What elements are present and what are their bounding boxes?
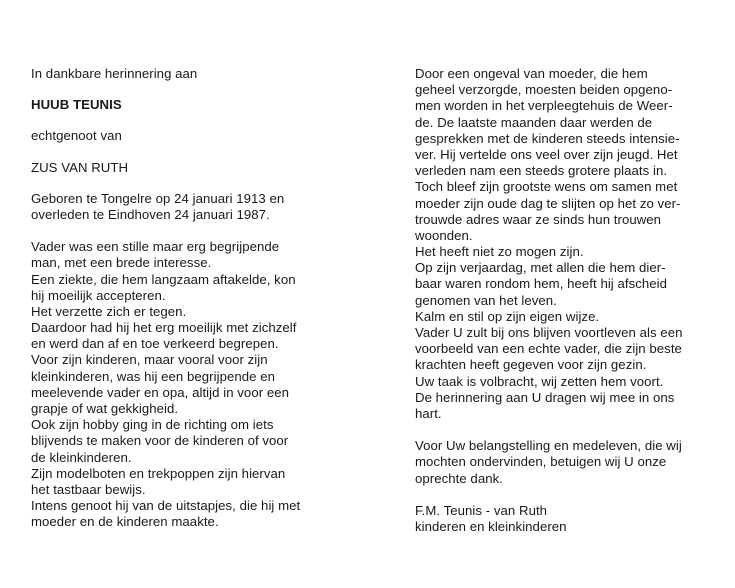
text-line: trouwde adres waar ze sinds hun trouwen: [415, 211, 662, 227]
text-line: gesprekken met de kinderen steeds intensie-: [415, 130, 680, 146]
text-line: De herinnering aan U dragen wij mee in ons: [415, 389, 675, 405]
text-line: moeder en de kinderen maakte.: [31, 514, 219, 530]
text-line: en werd dan af en toe verkeerd begrepen.: [31, 336, 279, 352]
text-line: grapje of wat gekkigheid.: [31, 401, 179, 416]
text-line: Voor zijn kinderen, maar vooral voor zijn: [31, 352, 268, 368]
text-line: kleinkinderen, was hij een begrijpende en: [31, 368, 275, 384]
text-line: Uw taak is volbracht, wij zetten hem voort.: [415, 373, 664, 389]
left-body-text: [31, 239, 355, 530]
text-line: Voor Uw belangstelling en medeleven, die wij: [415, 438, 682, 454]
text-line: Intens genoot hij van de uitstapjes, die hij met: [31, 498, 301, 514]
text-line: mochten ondervinden, betuigen wij U onze: [415, 454, 667, 470]
text-line: Door een ongeval van moeder, die hem: [415, 66, 648, 81]
death-line: overleden te Eindhoven 24 januari 1987.: [31, 206, 270, 222]
text-line: Vader was een stille maar erg begrijpende: [31, 239, 280, 255]
text-line: Op zijn verjaardag, met allen die hem dier-: [415, 260, 666, 276]
text-line: ver. Hij vertelde ons veel over zijn jeugd. Het: [415, 146, 678, 162]
right-column: [415, 66, 706, 535]
text-line: Zijn modelboten en trekpoppen zijn hiervan: [31, 465, 286, 481]
text-line: Daardoor had hij het erg moeilijk met zichzelf: [31, 320, 297, 336]
text-line: krachten heeft gegeven voor zijn gezin.: [415, 357, 647, 373]
text-line: verleden nam een steeds grotere plaats in.: [415, 163, 668, 179]
text-line: woonden.: [415, 227, 473, 243]
spouse-label: echtgenoot van: [31, 128, 122, 144]
thanks-text: [415, 438, 706, 487]
text-line: moeder zijn oude dag te slijten op het zo ver-: [415, 195, 681, 211]
text-line: voorbeeld van een echte vader, die zijn beste: [415, 341, 682, 357]
text-line: de. De laatste maanden daar werden de: [415, 114, 653, 130]
left-column: [31, 66, 355, 531]
text-line: Toch bleef zijn grootste wens om samen met: [415, 179, 678, 195]
text-line: geheel verzorgde, moesten beiden opgeno-: [415, 82, 673, 98]
text-line: hij moeilijk accepteren.: [31, 287, 166, 303]
text-line: Het verzette zich er tegen.: [31, 303, 187, 319]
text-line: Ook zijn hobby ging in de richting om iets: [31, 417, 274, 433]
text-line: Het heeft niet zo mogen zijn.: [415, 244, 584, 260]
spouse-name: ZUS VAN RUTH: [31, 159, 129, 175]
text-line: Kalm en stil op zijn eigen wijze.: [415, 308, 600, 324]
text-line: blijvends te maken voor de kinderen of voor: [31, 433, 289, 449]
life-dates: [31, 191, 355, 223]
text-line: baar waren rondom hem, heeft hij afscheid: [415, 276, 668, 292]
text-line: Vader U zult bij ons blijven voortleven als een: [415, 325, 683, 340]
text-line: oprechte dank.: [415, 470, 503, 486]
text-line: man, met een brede interesse.: [31, 255, 212, 271]
text-line: het tastbaar bewijs.: [31, 481, 146, 497]
signature-family: kinderen en kleinkinderen: [415, 518, 567, 534]
birth-line: Geboren te Tongelre op 24 januari 1913 en: [31, 190, 285, 206]
text-line: men worden in het verpleegtehuis de Weer-: [415, 98, 673, 114]
intro-text: In dankbare herinnering aan: [31, 66, 198, 81]
text-line: genomen van het leven.: [415, 292, 557, 308]
text-line: de kleinkinderen.: [31, 449, 132, 465]
signature: [415, 503, 706, 535]
text-line: meelevende vader en opa, altijd in voor een: [31, 384, 290, 400]
signature-names: F.M. Teunis - van Ruth: [415, 502, 548, 518]
right-body-text: [415, 66, 706, 422]
deceased-name: HUUB TEUNIS: [31, 97, 122, 113]
text-line: hart.: [415, 405, 442, 421]
text-line: Een ziekte, die hem langzaam aftakelde, kon: [31, 271, 296, 287]
